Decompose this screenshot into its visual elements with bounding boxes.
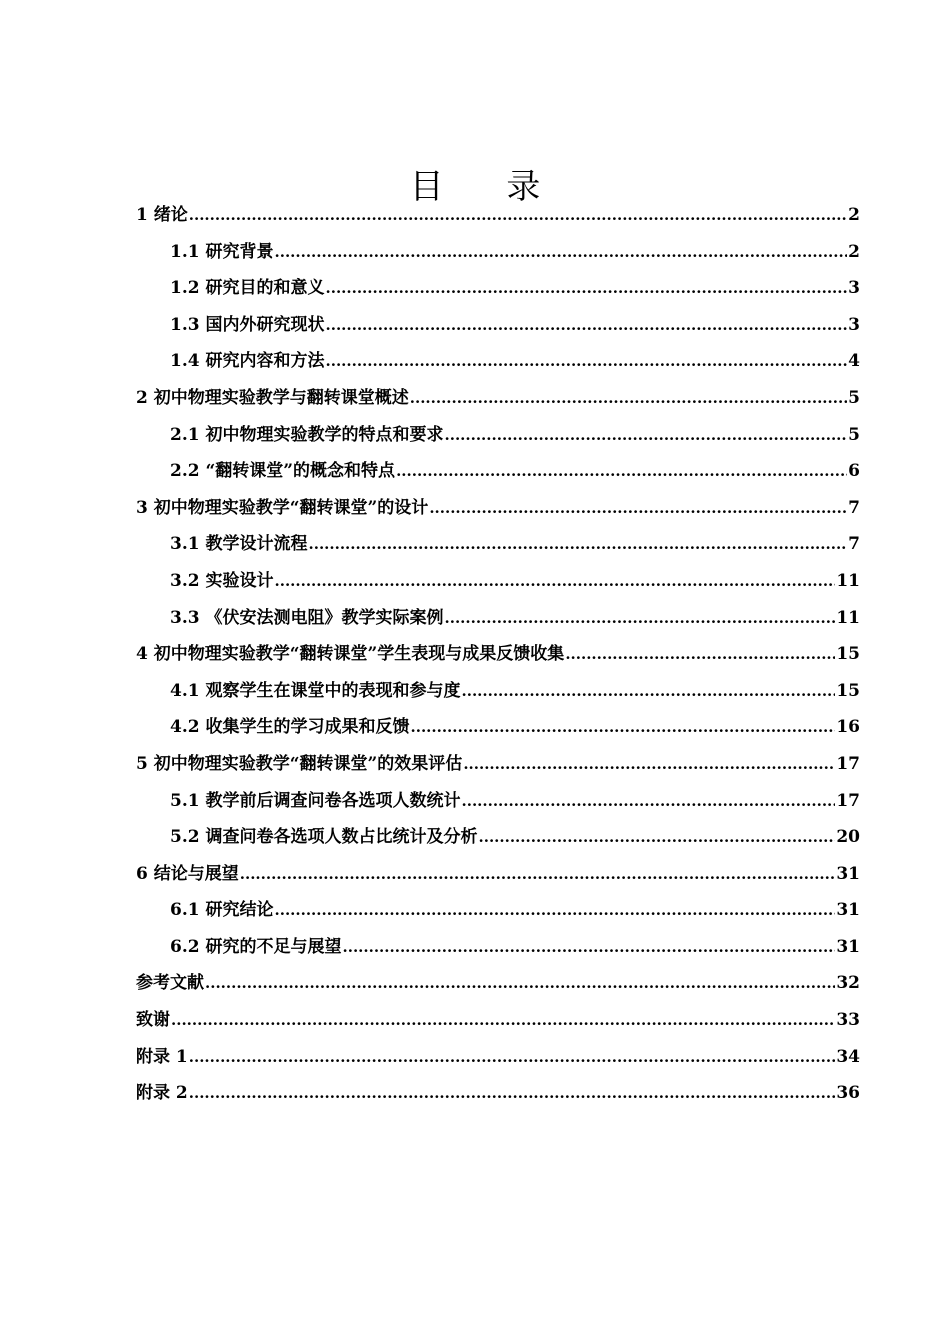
toc-dot-leader bbox=[275, 572, 836, 590]
toc-title: 目 录 bbox=[409, 166, 567, 207]
toc-entry-title: 3 初中物理实验教学“翻转课堂”的设计 bbox=[136, 497, 429, 518]
toc-entry-page-number: 7 bbox=[848, 497, 860, 518]
toc-entry[interactable] bbox=[136, 859, 860, 896]
toc-entry[interactable] bbox=[136, 529, 860, 566]
toc-entry-title: 3.2 实验设计 bbox=[170, 570, 274, 591]
toc-entry-title: 4.1 观察学生在课堂中的表现和参与度 bbox=[170, 680, 461, 701]
toc-entry-page-number: 4 bbox=[848, 351, 860, 372]
toc-dot-leader bbox=[240, 865, 836, 883]
toc-entry-title: 附录 1 bbox=[136, 1046, 188, 1067]
toc-entry-page-number: 16 bbox=[836, 717, 860, 738]
toc-entry-title: 2.2 “翻转课堂”的概念和特点 bbox=[170, 461, 396, 482]
toc-entry[interactable] bbox=[136, 1005, 860, 1042]
toc-entry-page-number: 5 bbox=[848, 387, 860, 408]
toc-dot-leader bbox=[343, 938, 836, 956]
toc-entry[interactable] bbox=[136, 566, 860, 603]
toc-entry-title: 5.2 调查问卷各选项人数占比统计及分析 bbox=[170, 827, 478, 848]
toc-entry[interactable] bbox=[136, 895, 860, 932]
toc-dot-leader bbox=[463, 755, 835, 773]
toc-entry-title: 4.2 收集学生的学习成果和反馈 bbox=[170, 717, 410, 738]
toc-entry-page-number: 17 bbox=[836, 753, 860, 774]
toc-entry[interactable] bbox=[136, 822, 860, 859]
toc-dot-leader bbox=[189, 1048, 836, 1066]
toc-entry-page-number: 11 bbox=[836, 607, 860, 628]
toc-entry[interactable] bbox=[136, 676, 860, 713]
toc-entry[interactable] bbox=[136, 310, 860, 347]
toc-entry[interactable] bbox=[136, 493, 860, 530]
toc-entry[interactable] bbox=[136, 968, 860, 1005]
toc-entry[interactable] bbox=[136, 932, 860, 969]
toc-entry-title: 1.2 研究目的和意义 bbox=[170, 278, 325, 299]
toc-entry[interactable] bbox=[136, 383, 860, 420]
toc-entry-title: 2 初中物理实验教学与翻转课堂概述 bbox=[136, 387, 409, 408]
toc-entry-title: 6.2 研究的不足与展望 bbox=[170, 936, 342, 957]
toc-entry-title: 4 初中物理实验教学“翻转课堂”学生表现与成果反馈收集 bbox=[136, 644, 565, 665]
toc-dot-leader bbox=[462, 682, 836, 700]
toc-entry-page-number: 5 bbox=[848, 424, 860, 445]
toc-entry[interactable] bbox=[136, 603, 860, 640]
toc-entry[interactable] bbox=[136, 273, 860, 310]
toc-entry[interactable] bbox=[136, 712, 860, 749]
toc-dot-leader bbox=[309, 535, 848, 553]
toc-dot-leader bbox=[326, 279, 848, 297]
toc-entry-title: 1.4 研究内容和方法 bbox=[170, 351, 325, 372]
toc-dot-leader bbox=[189, 1084, 836, 1102]
toc-entry-title: 5 初中物理实验教学“翻转课堂”的效果评估 bbox=[136, 753, 463, 774]
toc-dot-leader bbox=[462, 792, 836, 810]
toc-entry-title: 1 绪论 bbox=[136, 205, 188, 225]
toc-dot-leader bbox=[429, 499, 847, 517]
toc-entry-page-number: 2 bbox=[848, 205, 860, 225]
toc-entry[interactable] bbox=[136, 200, 860, 237]
toc-entry-page-number: 31 bbox=[836, 936, 860, 957]
toc-entry[interactable] bbox=[136, 1042, 860, 1079]
toc-entry[interactable] bbox=[136, 456, 860, 493]
toc-entry-page-number: 31 bbox=[836, 900, 860, 921]
toc-entry[interactable] bbox=[136, 786, 860, 823]
toc-entry-page-number: 33 bbox=[836, 1010, 860, 1031]
toc-entry-title: 致谢 bbox=[136, 1010, 170, 1031]
toc-entry-page-number: 31 bbox=[836, 863, 860, 884]
toc-dot-leader bbox=[410, 389, 847, 407]
toc-entry-page-number: 15 bbox=[836, 680, 860, 701]
toc-entry-title: 2.1 初中物理实验教学的特点和要求 bbox=[170, 424, 444, 445]
toc-entry-page-number: 3 bbox=[848, 278, 860, 299]
toc-dot-leader bbox=[275, 243, 848, 261]
toc-dot-leader bbox=[326, 316, 848, 334]
toc-entry[interactable] bbox=[136, 749, 860, 786]
toc-list bbox=[136, 200, 860, 1115]
toc-entry-title: 5.1 教学前后调查问卷各选项人数统计 bbox=[170, 790, 461, 811]
toc-entry-title: 附录 2 bbox=[136, 1083, 188, 1104]
toc-entry-page-number: 15 bbox=[836, 644, 860, 665]
toc-entry-title: 1.3 国内外研究现状 bbox=[170, 314, 325, 335]
toc-entry-title: 1.1 研究背景 bbox=[170, 241, 274, 262]
toc-dot-leader bbox=[396, 462, 847, 480]
toc-dot-leader bbox=[326, 352, 848, 370]
toc-entry-page-number: 32 bbox=[836, 973, 860, 994]
toc-entry-page-number: 17 bbox=[836, 790, 860, 811]
toc-dot-leader bbox=[479, 828, 836, 846]
toc-dot-leader bbox=[171, 1011, 835, 1029]
toc-entry-page-number: 3 bbox=[848, 314, 860, 335]
toc-entry-page-number: 2 bbox=[848, 241, 860, 262]
toc-entry-page-number: 6 bbox=[848, 461, 860, 482]
toc-entry-page-number: 7 bbox=[848, 534, 860, 555]
toc-entry[interactable] bbox=[136, 420, 860, 457]
toc-entry-title: 参考文献 bbox=[136, 973, 204, 994]
toc-dot-leader bbox=[205, 974, 835, 992]
toc-entry-page-number: 20 bbox=[836, 827, 860, 848]
toc-entry-title: 6.1 研究结论 bbox=[170, 900, 274, 921]
toc-entry-title: 3.3 《伏安法测电阻》教学实际案例 bbox=[170, 607, 444, 628]
toc-entry-page-number: 11 bbox=[836, 570, 860, 591]
toc-entry-title: 3.1 教学设计流程 bbox=[170, 534, 308, 555]
toc-entry[interactable] bbox=[136, 639, 860, 676]
toc-dot-leader bbox=[445, 426, 848, 444]
toc-dot-leader bbox=[189, 206, 847, 224]
toc-entry-title: 6 结论与展望 bbox=[136, 863, 239, 884]
toc-dot-leader bbox=[275, 901, 836, 919]
toc-dot-leader bbox=[565, 645, 835, 663]
toc-entry[interactable] bbox=[136, 237, 860, 274]
toc-dot-leader bbox=[411, 718, 836, 736]
toc-entry-page-number: 36 bbox=[836, 1083, 860, 1104]
toc-entry[interactable] bbox=[136, 346, 860, 383]
toc-entry-page-number: 34 bbox=[836, 1046, 860, 1067]
toc-entry[interactable] bbox=[136, 1078, 860, 1115]
toc-dot-leader bbox=[445, 609, 836, 627]
